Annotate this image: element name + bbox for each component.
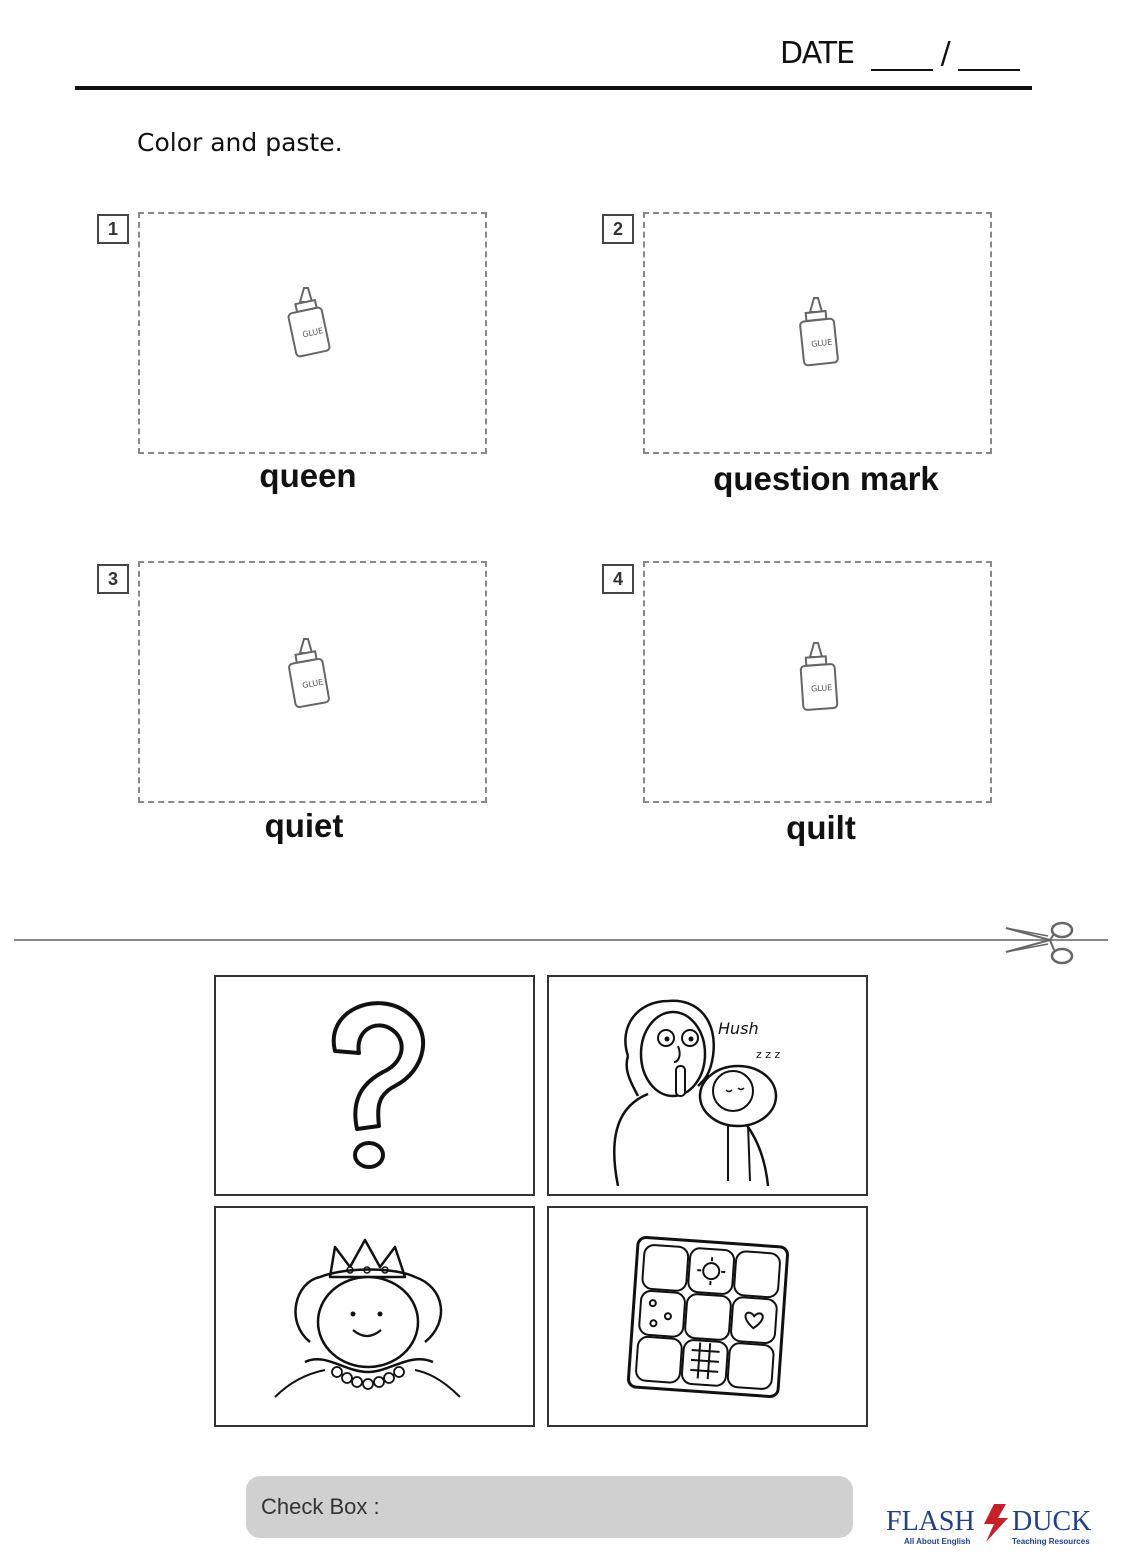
- logo-tagline-2: Teaching Resources: [1012, 1537, 1090, 1546]
- glue-bottle-icon: [280, 284, 340, 364]
- header-rule: [75, 86, 1032, 90]
- queen-picture: [265, 1222, 485, 1412]
- paste-box-2[interactable]: [643, 212, 992, 454]
- lightning-icon: [984, 1504, 1008, 1542]
- hush-caption: Hush: [717, 1018, 759, 1038]
- date-label: DATE: [780, 36, 855, 71]
- queen-card[interactable]: [214, 1206, 535, 1427]
- sleep-zzz: z z z: [755, 1047, 780, 1061]
- quilt-card[interactable]: [547, 1206, 868, 1427]
- logo-tagline-1: All About English: [904, 1537, 971, 1546]
- glue-label: GLUE: [810, 683, 833, 694]
- word-label-3: quiet: [264, 807, 344, 844]
- word-label-1: queen: [259, 457, 357, 494]
- glue-label: GLUE: [301, 677, 324, 691]
- check-box-label: Check Box :: [261, 1494, 380, 1519]
- glue-bottle-icon: [280, 635, 340, 715]
- box-number-3: 3: [97, 564, 129, 594]
- glue-bottle-icon: [790, 639, 850, 719]
- cut-line: [14, 939, 1108, 941]
- date-day-blank[interactable]: [958, 45, 1020, 71]
- scissors-icon: [1004, 918, 1076, 968]
- check-box[interactable]: [246, 1476, 853, 1538]
- word-label-4: quilt: [786, 809, 856, 846]
- paste-box-1[interactable]: [138, 212, 487, 454]
- glue-label: GLUE: [301, 326, 325, 340]
- question-mark-icon: [315, 991, 435, 1181]
- logo-word-1: FLASH: [886, 1506, 975, 1537]
- glue-label: GLUE: [810, 337, 833, 349]
- paste-box-4[interactable]: [643, 561, 992, 803]
- flashduck-logo: [886, 1500, 1111, 1550]
- question-mark-card[interactable]: [214, 975, 535, 1196]
- box-number-4: 4: [602, 564, 634, 594]
- logo-word-2: DUCK: [1012, 1506, 1092, 1537]
- quilt-picture: [618, 1227, 798, 1407]
- date-field: [780, 36, 1028, 71]
- word-label-2: question mark: [713, 460, 939, 497]
- paste-box-3[interactable]: [138, 561, 487, 803]
- quiet-card[interactable]: [547, 975, 868, 1196]
- box-number-2: 2: [602, 214, 634, 244]
- date-separator: /: [940, 36, 950, 71]
- glue-bottle-icon: [790, 294, 850, 374]
- date-month-blank[interactable]: [871, 45, 933, 71]
- mother-baby-picture: [578, 986, 838, 1186]
- instruction-text: Color and paste.: [137, 128, 343, 157]
- box-number-1: 1: [97, 214, 129, 244]
